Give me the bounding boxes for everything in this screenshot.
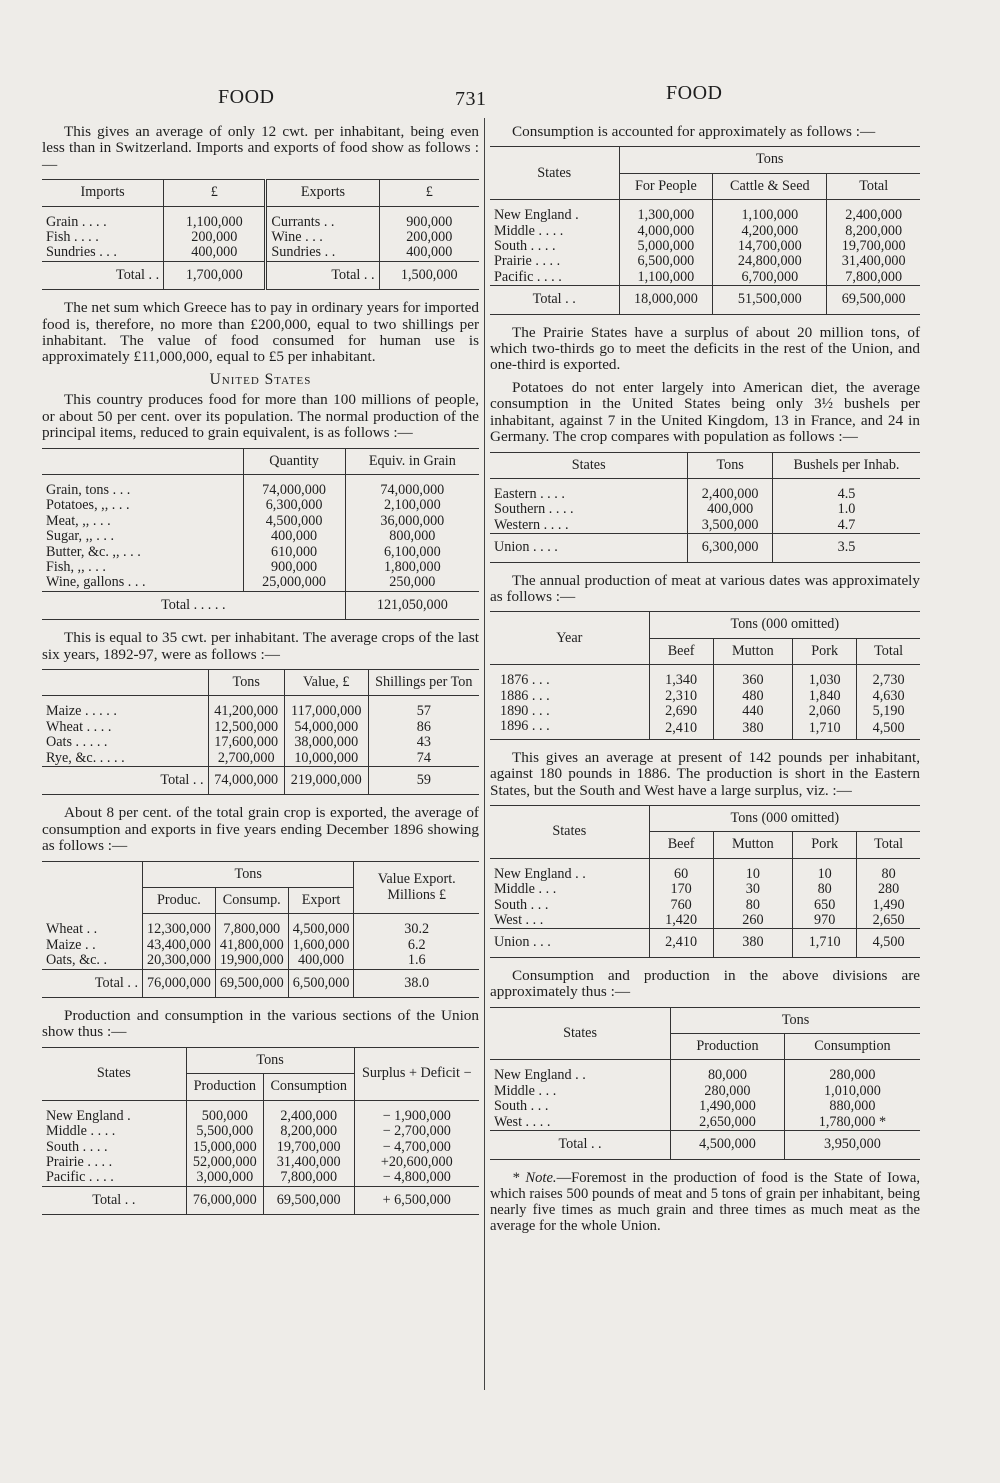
- table-row: Grain, tons . . . 74,000,000 74,000,000: [42, 483, 479, 498]
- paragraph: This is equal to 35 cwt. per inhabitant. The average crops of the last six years, 1892-97, were as follows :—: [42, 629, 479, 663]
- col-header: £: [379, 180, 479, 206]
- col-header: Shillings per Ton: [368, 669, 479, 695]
- greece-imports-exports-table: [42, 179, 479, 290]
- footnote: [490, 1170, 920, 1234]
- paragraph: Production and consumption in the various sections of the Union show thus :—: [42, 1007, 479, 1041]
- col-header: Cattle & Seed: [713, 173, 827, 199]
- paragraph: About 8 per cent. of the total grain crop is exported, the average of consumption and exports in five years ending December 1896 showing as follows :—: [42, 804, 479, 855]
- table-row: Sundries . . . 400,000 Sundries . . 400,000: [42, 245, 479, 261]
- col-header: Consumption: [263, 1074, 354, 1100]
- table-row: 1890 . . . 2,690 440 2,060 5,190: [490, 704, 920, 719]
- table-row: New England . . 80,000 280,000: [490, 1068, 920, 1083]
- table-row: Pacific . . . . 3,000,000 7,800,000 − 4,800,000: [42, 1170, 479, 1186]
- col-header: States: [490, 1007, 671, 1060]
- table-row: Oats . . . . . 17,600,000 38,000,000 43: [42, 735, 479, 750]
- paragraph: This country produces food for more than 100 millions of people, or about 50 per cent. over its population. The normal production of the principal items, reduced to grain equivalent, is as follows :—: [42, 391, 479, 442]
- col-header: Beef: [649, 638, 713, 664]
- table-row: Prairie . . . . 6,500,000 24,800,000 31,400,000: [490, 254, 920, 269]
- col-header: Tons: [619, 147, 920, 173]
- crops-table: [42, 669, 479, 795]
- col-header: Total: [857, 638, 920, 664]
- paragraph: The annual production of meat at various dates was approximately as follows :—: [490, 571, 920, 605]
- table-row: Wheat . . . . 12,500,000 54,000,000 86: [42, 720, 479, 735]
- col-header: Mutton: [713, 832, 792, 858]
- paragraph: The Prairie States have a surplus of about 20 million tons, of which two-thirds go to meet the deficits in the rest of the Union, and one-third is exported.: [490, 323, 920, 374]
- meat-state-table: [490, 805, 920, 958]
- grain-export-table: [42, 861, 479, 998]
- paragraph: This gives an average at present of 142 pounds per inhabitant, against 180 pounds in 1886. The production is short in the Eastern States, but the South and West have a large surplus, viz. :—: [490, 748, 920, 799]
- col-header: £: [164, 180, 266, 206]
- table-row: 1896 . . . 2,410 380 1,710 4,500: [490, 719, 920, 739]
- potato-table: [490, 452, 920, 563]
- col-header: Production: [671, 1034, 785, 1060]
- col-header: Pork: [793, 832, 857, 858]
- meat-year-table: [490, 611, 920, 739]
- table-row: Maize . . 43,400,000 41,800,000 1,600,000 6.2: [42, 938, 479, 953]
- col-header: Tons (000 omitted): [649, 612, 920, 638]
- table-row: Middle . . . . 5,500,000 8,200,000 − 2,700,000: [42, 1124, 479, 1139]
- table-row: Potatoes, ,, . . . 6,300,000 2,100,000: [42, 498, 479, 513]
- total-row: Total . . 74,000,000 219,000,000 59: [42, 767, 479, 795]
- col-header: Total: [827, 173, 920, 199]
- col-header: Tons (000 omitted): [649, 806, 920, 832]
- total-row: Total . . 4,500,000 3,950,000: [490, 1131, 920, 1159]
- col-header: For People: [619, 173, 713, 199]
- production-table: [42, 448, 479, 621]
- table-row: 1886 . . . 2,310 480 1,840 4,630: [490, 689, 920, 704]
- col-header: States: [42, 1047, 186, 1100]
- col-header: Value, £: [284, 669, 368, 695]
- col-header: States: [490, 806, 649, 859]
- table-row: South . . . . 5,000,000 14,700,000 19,700,000: [490, 239, 920, 254]
- table-row: Fish . . . . 200,000 Wine . . . 200,000: [42, 230, 479, 245]
- total-row: Total . . . . . 121,050,000: [42, 591, 479, 619]
- col-header: Export: [288, 888, 354, 914]
- paragraph: This gives an average of only 12 cwt. per inhabitant, being even less than in Switzerland. Imports and exports of food show as follows :—: [42, 123, 479, 173]
- table-row: Middle . . . . 4,000,000 4,200,000 8,200,000: [490, 224, 920, 239]
- table-row: West . . . 1,420 260 970 2,650: [490, 913, 920, 929]
- paragraph: Consumption and production in the above divisions are approximately thus :—: [490, 966, 920, 1001]
- col-header: Production: [186, 1074, 263, 1100]
- col-header: Year: [490, 612, 649, 665]
- table-row: Pacific . . . . 1,100,000 6,700,000 7,800,000: [490, 270, 920, 286]
- table-row: South . . . 760 80 650 1,490: [490, 898, 920, 913]
- table-row: Wheat . . 12,300,000 7,800,000 4,500,000 30.2: [42, 922, 479, 937]
- footnote-text: —Foremost in the production of food is the State of Iowa, which raises 500 pounds of meat and 5 tons of grain per inhabitant, being nearly five times as much grain and three times as much meat as the average for the whole Union.: [490, 1169, 920, 1234]
- sections-table: [42, 1047, 479, 1215]
- col-header: Consumption: [784, 1034, 920, 1060]
- col-header: Surplus + Deficit −: [354, 1047, 479, 1100]
- table-row: South . . . 1,490,000 880,000: [490, 1099, 920, 1114]
- table-row: West . . . . 2,650,000 1,780,000 *: [490, 1115, 920, 1131]
- total-row: Union . . . . 6,300,000 3.5: [490, 534, 920, 562]
- total-row: Total . . 76,000,000 69,500,000 6,500,000 38.0: [42, 969, 479, 997]
- col-header: Imports: [42, 180, 164, 206]
- col-header: States: [490, 452, 688, 478]
- page-header: [0, 80, 1000, 110]
- paragraph: Potatoes do not enter largely into American diet, the average consumption in the United States being only 3½ bushels per inhabitant, against 7 in the United Kingdom, 13 in France, and 24 in Germany. The crop compares with population as follows :—: [490, 378, 920, 446]
- table-row: Middle . . . 170 30 80 280: [490, 882, 920, 897]
- column-divider: [484, 118, 485, 1390]
- table-row: New England . 500,000 2,400,000 − 1,900,000: [42, 1109, 479, 1124]
- table-row: Grain . . . . 1,100,000 Currants . . 900,000: [42, 215, 479, 230]
- total-row: Total . . 18,000,000 51,500,000 69,500,000: [490, 286, 920, 314]
- col-header: States: [490, 147, 619, 200]
- right-column: [490, 124, 920, 1240]
- col-header: Tons: [208, 669, 284, 695]
- table-row: Butter, &c. ,, . . . 610,000 6,100,000: [42, 545, 479, 560]
- table-row: Southern . . . . 400,000 1.0: [490, 502, 920, 517]
- table-row: South . . . . 15,000,000 19,700,000 − 4,700,000: [42, 1140, 479, 1155]
- table-row: Middle . . . 280,000 1,010,000: [490, 1084, 920, 1099]
- consumption-table: [490, 146, 920, 314]
- col-header: Bushels per Inhab.: [772, 452, 920, 478]
- page-number: 731: [455, 88, 487, 110]
- table-row: Western . . . . 3,500,000 4.7: [490, 518, 920, 534]
- division-table: [490, 1007, 920, 1160]
- col-header: Tons: [688, 452, 773, 478]
- running-title-left: FOOD: [218, 86, 275, 108]
- col-header: Equiv. in Grain: [345, 448, 479, 474]
- table-row: Wine, gallons . . . 25,000,000 250,000: [42, 575, 479, 591]
- col-header: Exports: [266, 180, 379, 206]
- left-column: [42, 124, 479, 1225]
- total-row: Union . . . 2,410 380 1,710 4,500: [490, 929, 920, 957]
- table-row: Prairie . . . . 52,000,000 31,400,000 +20,600,000: [42, 1155, 479, 1170]
- table-row: Oats, &c. . 20,300,000 19,900,000 400,000 1.6: [42, 953, 479, 969]
- table-row: Eastern . . . . 2,400,000 4.5: [490, 487, 920, 502]
- col-header: Value Export. Millions £: [354, 861, 479, 914]
- table-row: Rye, &c. . . . . 2,700,000 10,000,000 74: [42, 751, 479, 767]
- col-header: Tons: [143, 861, 354, 887]
- col-header: Produc.: [143, 888, 216, 914]
- paragraph: The net sum which Greece has to pay in ordinary years for imported food is, therefore, no more than £200,000, equal to two shillings per inhabitant. The value of food consumed for human use is approximately £11,000,000, equal to £5 per inhabitant.: [42, 299, 479, 366]
- col-header: Consump.: [215, 888, 288, 914]
- table-row: New England . 1,300,000 1,100,000 2,400,000: [490, 208, 920, 223]
- running-title-right: FOOD: [666, 82, 723, 104]
- total-row: Total . . 76,000,000 69,500,000 + 6,500,000: [42, 1186, 479, 1214]
- table-row: New England . . 60 10 10 80: [490, 867, 920, 882]
- table-row: Maize . . . . . 41,200,000 117,000,000 57: [42, 704, 479, 719]
- col-header: Total: [857, 832, 920, 858]
- table-row: 1876 . . . 1,340 360 1,030 2,730: [490, 673, 920, 688]
- col-header: Mutton: [713, 638, 792, 664]
- col-header: Quantity: [243, 448, 345, 474]
- paragraph: Consumption is accounted for approximately as follows :—: [512, 123, 876, 140]
- col-header: Tons: [671, 1007, 920, 1033]
- col-header: Beef: [649, 832, 713, 858]
- col-header: Pork: [793, 638, 857, 664]
- footnote-mark: * Note.: [512, 1169, 557, 1186]
- col-header: Tons: [186, 1047, 354, 1073]
- section-heading: United States: [209, 370, 312, 388]
- table-row: Fish, ,, . . . 900,000 1,800,000: [42, 560, 479, 575]
- table-row: Meat, ,, . . . 4,500,000 36,000,000: [42, 514, 479, 529]
- total-row: Total . . 1,700,000 Total . . 1,500,000: [42, 261, 479, 289]
- table-row: Sugar, ,, . . . 400,000 800,000: [42, 529, 479, 544]
